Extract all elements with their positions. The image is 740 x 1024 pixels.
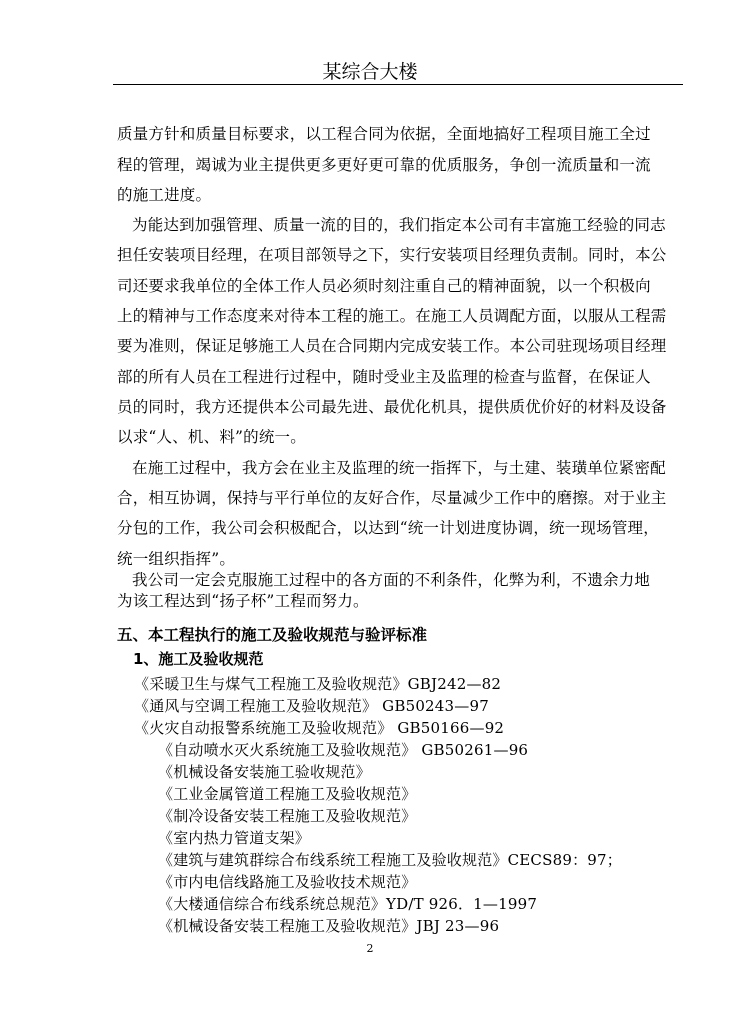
body-line: 的施工进度。 — [117, 186, 212, 204]
body-line: 统一组织指挥”。 — [117, 550, 236, 568]
body-line: 合，相互协调，保持与平行单位的友好合作，尽量减少工作中的磨擦。对于业主 — [117, 489, 667, 507]
header-divider — [113, 84, 683, 85]
standard-item: 《工业金属管道工程施工及验收规范》 — [158, 785, 417, 803]
standard-item: 《自动喷水灭火系统施工及验收规范》 GB50261—96 — [158, 741, 529, 759]
standard-item: 《大楼通信综合布线系统总规范》YD/T 926．1—1997 — [158, 895, 538, 913]
body-line: 为能达到加强管理、质量一流的目的，我们指定本公司有丰富施工经验的同志 — [132, 216, 666, 234]
body-line: 为该工程达到“扬子杯”工程而努力。 — [117, 592, 369, 610]
body-line: 在施工过程中，我方会在业主及监理的统一指挥下，与土建、装璜单位紧密配 — [132, 459, 666, 477]
body-line: 以求“人、机、料”的统一。 — [117, 428, 306, 446]
page-number: 2 — [366, 942, 374, 955]
body-line: 分包的工作，我公司会积极配合，以达到“统一计划进度协调，统一现场管理， — [117, 519, 659, 537]
standard-item: 《制冷设备安装工程施工及验收规范》 — [158, 807, 417, 825]
body-line: 要为准则，保证足够施工人员在合同期内完成安装工作。本公司驻现场项目经理 — [117, 337, 667, 355]
body-line: 上的精神与工作态度来对待本工程的施工。在施工人员调配方面，以服从工程需 — [117, 307, 667, 325]
standard-item: 《火灾自动报警系统施工及验收规范》 GB50166—92 — [134, 719, 505, 737]
body-line: 部的所有人员在工程进行过程中，随时受业主及监理的检查与监督，在保证人 — [117, 368, 651, 386]
body-line: 我公司一定会克服施工过程中的各方面的不利条件，化弊为利，不遗余力地 — [132, 571, 651, 589]
body-line: 程的管理，竭诚为业主提供更多更好更可靠的优质服务，争创一流质量和一流 — [117, 156, 651, 174]
standard-item: 《机械设备安装施工验收规范》 — [158, 763, 371, 781]
standard-item: 《市内电信线路施工及验收技术规范》 — [158, 873, 417, 891]
page-header-title: 某综合大楼 — [322, 61, 418, 83]
sub-heading: 1、施工及验收规范 — [133, 650, 264, 668]
standard-item: 《采暖卫生与煤气工程施工及验收规范》GBJ242—82 — [134, 675, 502, 693]
body-line: 质量方针和质量目标要求，以工程合同为依据，全面地搞好工程项目施工全过 — [117, 125, 651, 143]
standard-item: 《通风与空调工程施工及验收规范》 GB50243—97 — [134, 697, 489, 715]
body-line: 司还要求我单位的全体工作人员必须时刻注重自己的精神面貌，以一个积极向 — [117, 277, 651, 295]
section-heading: 五、本工程执行的施工及验收规范与验评标准 — [117, 626, 428, 644]
standard-item: 《机械设备安装工程施工及验收规范》JBJ 23—96 — [158, 917, 500, 935]
body-line: 担任安装项目经理，在项目部领导之下，实行安装项目经理负责制。同时，本公 — [117, 246, 667, 264]
standard-item: 《建筑与建筑群综合布线系统工程施工及验收规范》CECS89：97； — [158, 851, 622, 869]
standard-item: 《室内热力管道支架》 — [158, 829, 311, 847]
body-line: 员的同时，我方还提供本公司最先进、最优化机具，提供质优价好的材料及设备 — [117, 398, 667, 416]
